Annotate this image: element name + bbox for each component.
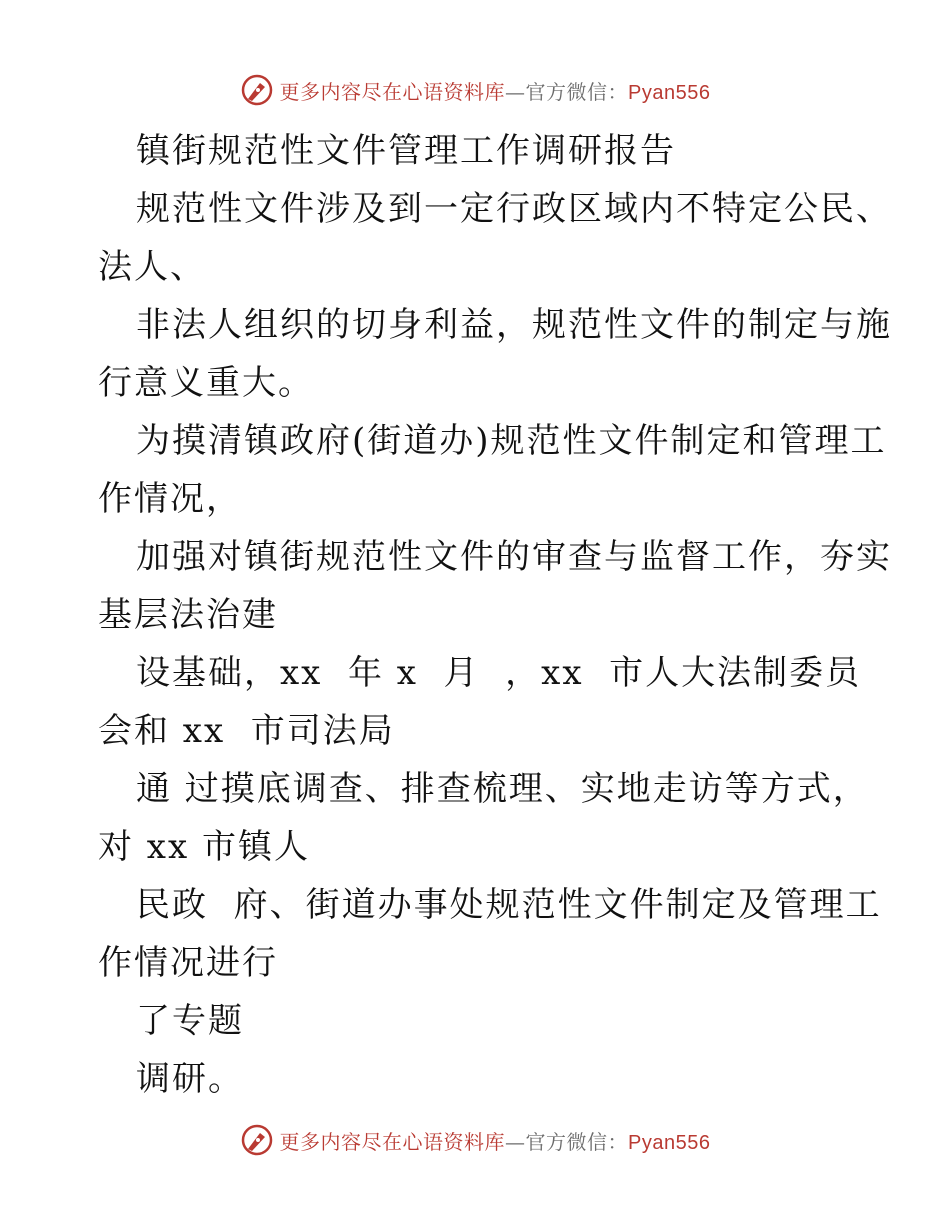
paragraph-line: 行意义重大。 xyxy=(98,363,314,403)
paragraph-line: 规范性文件涉及到一定行政区域内不特定公民、 xyxy=(136,189,892,229)
paragraph-line: 作情况进行 xyxy=(98,943,278,983)
paragraph-line: 非法人组织的切身利益，规范性文件的制定与施 xyxy=(136,305,892,345)
paragraph-line: 设基础，xx 年 x 月 ，xx 市人大法制委员 xyxy=(136,653,862,693)
paragraph-line: 对 xx 市镇人 xyxy=(98,827,310,867)
paragraph-line: 法人、 xyxy=(98,247,206,287)
footer-watermark xyxy=(0,1120,950,1160)
paragraph-line: 了专题 xyxy=(136,1001,244,1041)
paragraph-line: 加强对镇街规范性文件的审查与监督工作，夯实 xyxy=(136,537,892,577)
pen-nib-logo-icon xyxy=(240,1123,274,1157)
pen-nib-logo-icon xyxy=(240,73,274,107)
paragraph-line: 民政 府、街道办事处规范性文件制定及管理工 xyxy=(136,885,882,925)
watermark-text: 更多内容尽在心语资料库—官方微信：Pyan556 xyxy=(279,79,711,104)
paragraph-line: 通 过摸底调查、排查梳理、实地走访等方式， xyxy=(136,769,869,809)
document-body xyxy=(98,122,892,1108)
paragraph-line: 会和 xx 市司法局 xyxy=(98,711,395,751)
paragraph-line: 基层法治建 xyxy=(98,595,278,635)
paragraph-line: 调研。 xyxy=(136,1059,244,1099)
document-title: 镇街规范性文件管理工作调研报告 xyxy=(136,131,676,171)
watermark-text: 更多内容尽在心语资料库—官方微信：Pyan556 xyxy=(279,1129,711,1154)
paragraph-line: 为摸清镇政府(街道办)规范性文件制定和管理工 xyxy=(136,421,887,461)
paragraph-line: 作情况， xyxy=(98,479,242,519)
header-watermark xyxy=(0,70,950,110)
